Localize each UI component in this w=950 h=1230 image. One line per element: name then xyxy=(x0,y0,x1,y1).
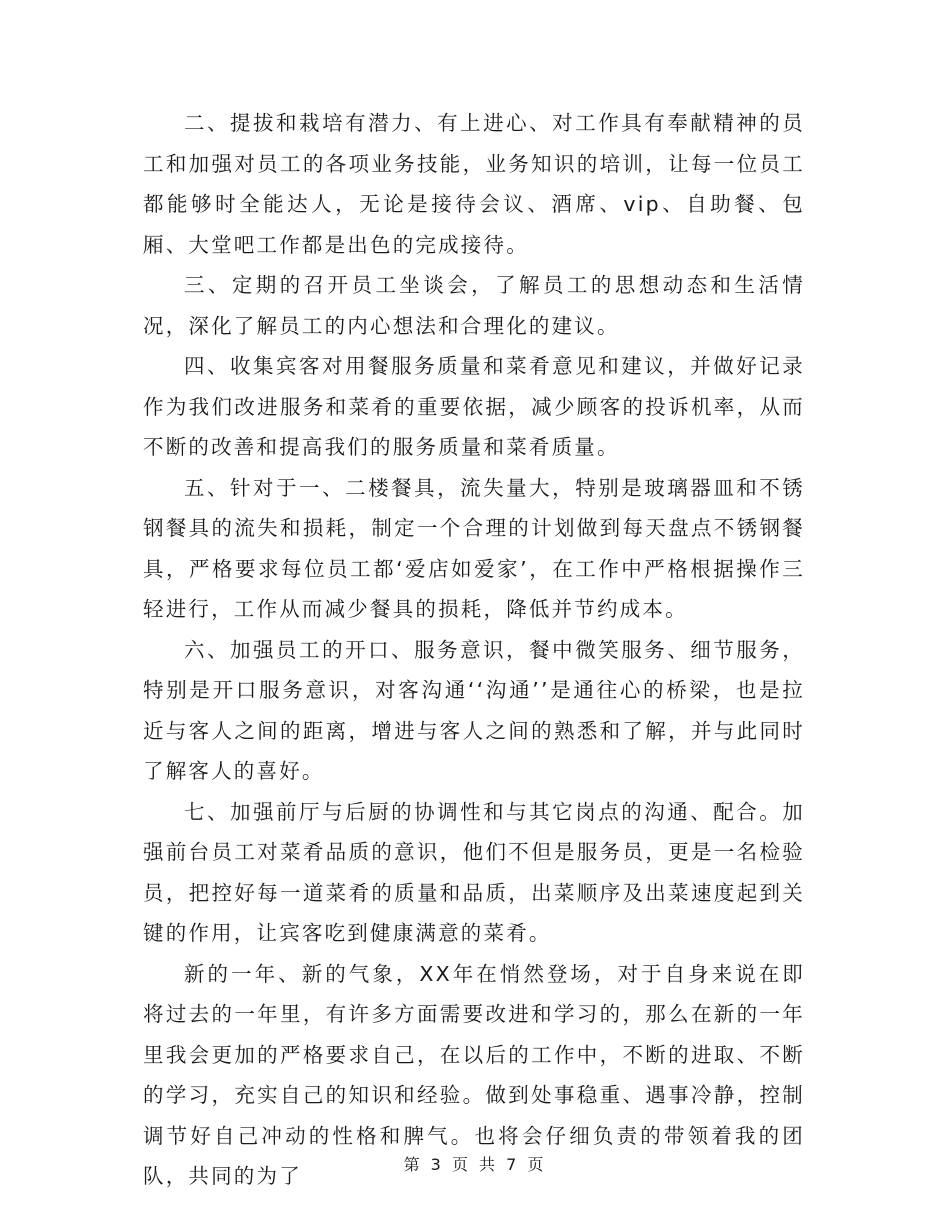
paragraph-7: 七、加强前厅与后厨的协调性和与其它岗点的沟通、配合。加强前台员工对菜肴品质的意识，他们不但是服务员，更是一名检验员，把控好每一道菜肴的质量和品质，出菜顺序及出菜速度起到关键的作用，让宾客吃到健康满意的菜肴。 xyxy=(143,799,805,945)
paragraph-5: 五、针对于一、二楼餐具，流失量大，特别是玻璃器皿和不锈钢餐具的流失和损耗，制定一个合理的计划做到每天盘点不锈钢餐具，严格要求每位员工都‘爱店如爱家’，在工作中严格根据操作三轻进行，工作从而减少餐具的损耗，降低并节约成本。 xyxy=(143,475,805,621)
paragraph-new-year: 新的一年、新的气象，XX年在悄然登场，对于自身来说在即将过去的一年里，有许多方面需要改进和学习的，那么在新的一年里我会更加的严格要求自己，在以后的工作中，不断的进取、不断的学习，充实自己的知识和经验。做到处事稳重、遇事冷静，控制调节好自己冲动的性格和脾气。也将会仔细负责的带领着我的团队，共同的为了 xyxy=(143,961,805,1188)
document-body xyxy=(143,103,805,1197)
page-number-footer: 第 3 页 共 7 页 xyxy=(403,1155,547,1174)
paragraph-4: 四、收集宾客对用餐服务质量和菜肴意见和建议，并做好记录作为我们改进服务和菜肴的重要依据，减少顾客的投诉机率，从而不断的改善和提高我们的服务质量和菜肴质量。 xyxy=(143,354,805,459)
paragraph-6: 六、加强员工的开口、服务意识，餐中微笑服务、细节服务，特别是开口服务意识，对客沟通‘‘沟通’’是通往心的桥梁，也是拉近与客人之间的距离，增进与客人之间的熟悉和了解，并与此同时了解客人的喜好。 xyxy=(143,637,805,783)
paragraph-2: 二、提拔和栽培有潜力、有上进心、对工作具有奉献精神的员工和加强对员工的各项业务技能，业务知识的培训，让每一位员工都能够时全能达人，无论是接待会议、酒席、vip、自助餐、包厢、大堂吧工作都是出色的完成接待。 xyxy=(143,111,805,257)
paragraph-3: 三、定期的召开员工坐谈会，了解员工的思想动态和生活情况，深化了解员工的内心想法和合理化的建议。 xyxy=(143,273,805,338)
